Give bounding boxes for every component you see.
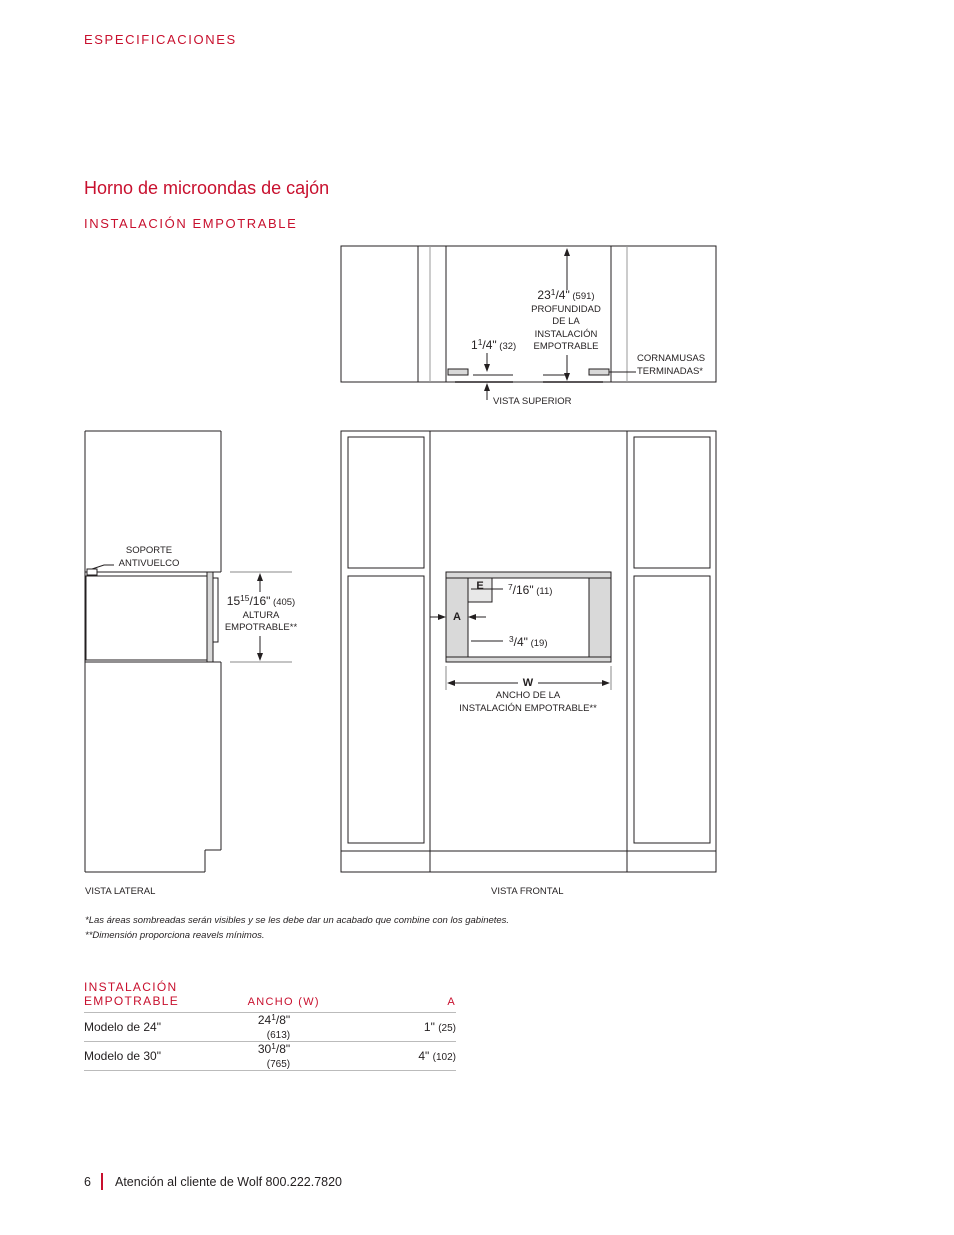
height-dimension: $15^{15}/16$" (405) ALTURA EMPOTRABLE** xyxy=(224,593,298,633)
front-left-lower-door xyxy=(348,576,424,843)
header-installation: INSTALACIÓN EMPOTRABLE xyxy=(84,980,248,1013)
page-number: 6 xyxy=(84,1175,91,1189)
depth-dimension: $23^1/4$" (591) PROFUNDIDAD DE LA INSTALACIÓN EMPOTRABLE xyxy=(531,287,601,352)
front-view-drawing xyxy=(341,431,716,872)
top-gap-dimension: $^7$/16" (11) xyxy=(508,582,553,597)
recess-dimension: $1^1/4$" (32) xyxy=(471,337,517,352)
spec-table xyxy=(84,980,456,1071)
front-right-upper-door xyxy=(634,437,710,568)
header-a: A xyxy=(374,980,456,1013)
width-cell: $24^1/8$" (613) xyxy=(248,1013,374,1042)
footnotes xyxy=(85,913,509,943)
table-row xyxy=(84,1013,456,1042)
top-left-cabinet xyxy=(341,246,418,382)
side-view-drawing xyxy=(85,431,292,872)
footnote-shading: *Las áreas sombreadas serán visibles y se les debe dar un acabado que combine con los gabinetes. xyxy=(85,915,510,926)
cleat-label: CORNAMUSAS TERMINADAS* xyxy=(637,353,706,377)
footnote-dimension: **Dimensión proporciona reavels mínimos. xyxy=(85,930,265,941)
installation-subtitle: INSTALACIÓN EMPOTRABLE xyxy=(84,216,298,231)
bottom-gap-dimension: $^3$/4" (19) xyxy=(509,634,548,649)
width-label: ANCHO DE LA INSTALACIÓN EMPOTRABLE** xyxy=(459,690,597,714)
left-cleat xyxy=(448,369,468,375)
model-cell: Modelo de 24" xyxy=(84,1013,248,1042)
a-cell: 4" (102) xyxy=(374,1042,456,1071)
a-label: A xyxy=(453,611,461,623)
model-cell: Modelo de 30" xyxy=(84,1042,248,1071)
table-header-row xyxy=(84,980,456,1013)
page-title: Horno de microondas de cajón xyxy=(84,178,330,198)
section-header: ESPECIFICACIONES xyxy=(84,32,237,47)
side-view-label: VISTA LATERAL xyxy=(85,886,156,897)
w-label: W xyxy=(522,677,534,689)
anti-tip-label: SOPORTE ANTIVUELCO xyxy=(118,545,180,569)
right-cleat xyxy=(589,369,609,375)
header-width: ANCHO (W) xyxy=(248,980,374,1013)
footer-divider xyxy=(101,1173,103,1190)
front-right-lower-door xyxy=(634,576,710,843)
width-cell: $30^1/8$" (765) xyxy=(248,1042,374,1071)
table-row xyxy=(84,1042,456,1071)
top-view-label: VISTA SUPERIOR xyxy=(493,396,572,407)
side-microwave xyxy=(86,576,208,660)
anti-tip-bracket xyxy=(87,569,97,575)
footer-contact: Atención al cliente de Wolf 800.222.7820 xyxy=(115,1175,343,1189)
a-cell: 1" (25) xyxy=(374,1013,456,1042)
e-label: E xyxy=(476,580,484,592)
front-view-label: VISTA FRONTAL xyxy=(491,886,564,897)
front-left-upper-door xyxy=(348,437,424,568)
